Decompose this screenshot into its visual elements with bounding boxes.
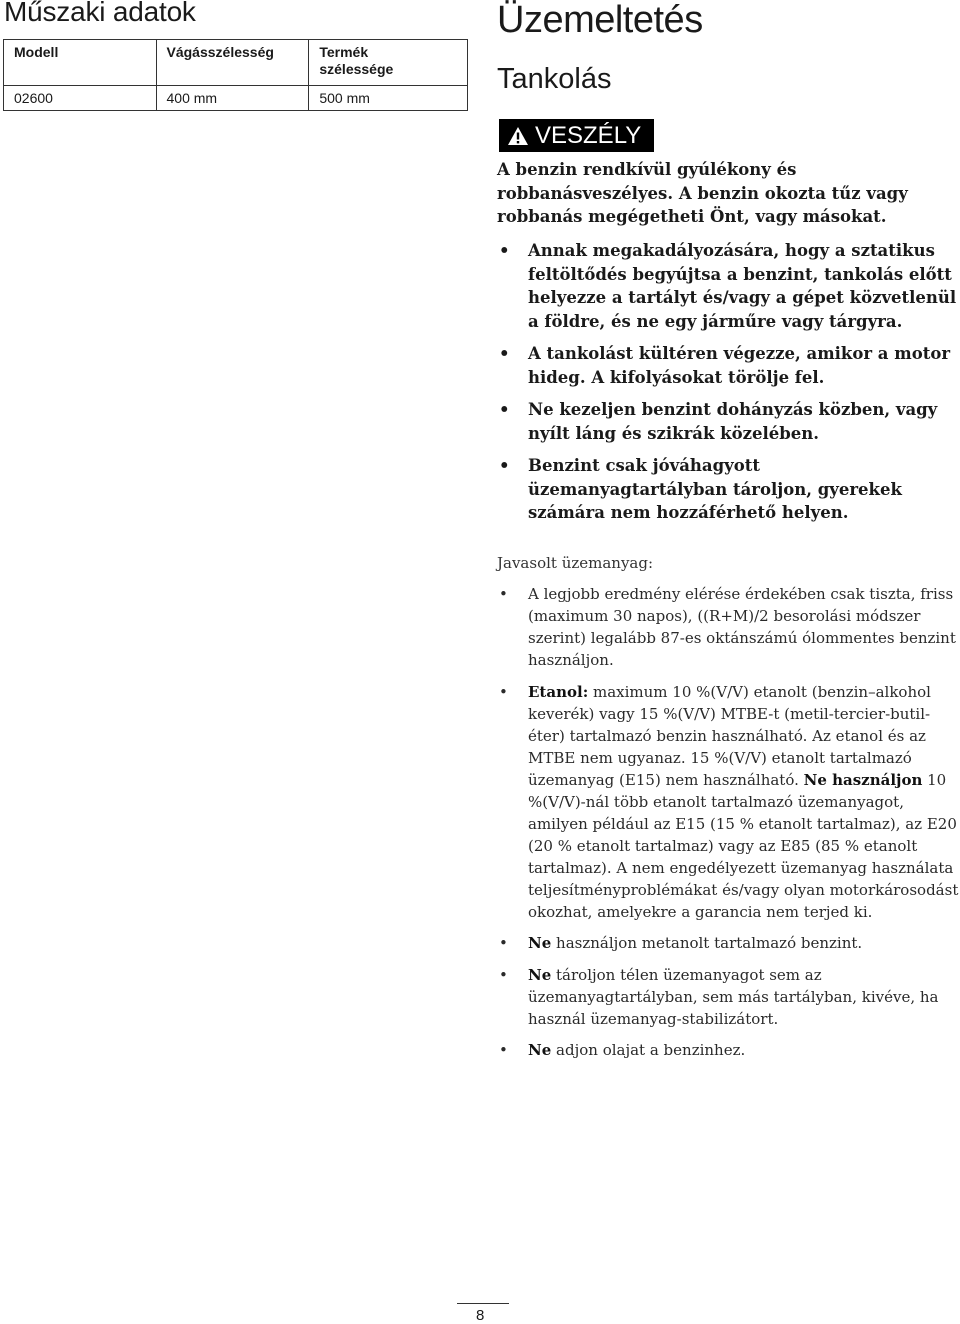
- list-item: [497, 342, 959, 389]
- list-item: [497, 239, 959, 333]
- list-item: [497, 964, 959, 1030]
- list-item-text: A tankolást kültéren végezze, amikor a motor hideg. A kifolyásokat törölje fel.: [528, 344, 951, 387]
- list-item-text: 10 %(V/V)-nál több etanolt tartalmazó üzemanyagot, amilyen például az E15 (15 % etanolt tartalmaz), az E20 (20 % etanolt tartalmaz) vagy az E85 (85 % etanolt tartalmaz). A nem engedélyezett üzemanyag használata teljesítményproblémákat és/vagy olyan motorkárosodást okozhat, amelyekre a garancia nem terjed ki.: [528, 770, 959, 921]
- bold-term: Ne használjon: [803, 770, 923, 789]
- list-item: [497, 932, 959, 954]
- bold-term: Ne: [528, 1041, 552, 1059]
- bullet-icon: •: [499, 682, 508, 701]
- table-row: [4, 86, 468, 111]
- bullet-icon: •: [499, 456, 510, 475]
- bold-term: Ne: [528, 934, 552, 952]
- table-cell: 500 mm: [309, 86, 468, 111]
- subsection-title: Tankolás: [497, 63, 612, 95]
- bold-term: Ne: [528, 965, 552, 984]
- list-item-text: tároljon télen üzemanyagot sem az üzemanyagtartályban, sem más tartályban, kivéve, ha használ üzemanyag-stabilizátort.: [528, 965, 939, 1028]
- bullet-icon: •: [499, 241, 510, 260]
- bullet-icon: •: [499, 965, 508, 984]
- list-item: [497, 583, 959, 671]
- list-item-text: maximum 10 %(V/V) etanolt (benzin–alkohol keverék) vagy 15 %(V/V) MTBE-t (metil-tercier-butil-éter) tartalmazó benzin használható. Az etanol és az MTBE nem ugyanaz. 15 %(V/V) etanolt tartalmazó üzemanyag (E15) nem használható.: [528, 682, 931, 789]
- specs-table: [3, 39, 468, 111]
- specs-title: Műszaki adatok: [4, 0, 196, 27]
- list-item-text: használjon metanolt tartalmazó benzint.: [551, 934, 863, 952]
- bullet-icon: •: [499, 934, 508, 952]
- list-item-text: A legjobb eredmény elérése érdekében csak tiszta, friss (maximum 30 napos), ((R+M)/2 besorolási módszer szerint) legalább 87-es oktánszámú ólommentes benzint használjon.: [528, 585, 956, 669]
- list-item: [497, 1039, 959, 1061]
- section-title: Üzemeltetés: [497, 0, 703, 41]
- fuel-list: [497, 583, 959, 1071]
- header-line-2: szélessége: [319, 61, 394, 77]
- list-item-text: Benzint csak jóváhagyott üzemanyagtartályban tároljon, gyerekek számára nem hozzáférhető helyen.: [528, 456, 902, 522]
- list-item: [497, 681, 959, 923]
- danger-list: [497, 239, 959, 534]
- table-cell: 400 mm: [156, 86, 309, 111]
- bullet-icon: •: [499, 585, 508, 603]
- danger-banner: [499, 119, 654, 152]
- list-item-text: Ne kezeljen benzint dohányzás közben, vagy nyílt láng és szikrák közelében.: [528, 400, 938, 443]
- list-item-text: Annak megakadályozására, hogy a sztatikus feltöltődés begyújtsa a benzint, tankolás előtt helyezze a tartályt és/vagy a gépet közvetlenül a földre, és ne egy járműre vagy tárgyra.: [528, 241, 957, 331]
- danger-label: VESZÉLY: [535, 121, 642, 149]
- column-header: [309, 40, 468, 86]
- list-item: [497, 398, 959, 445]
- bullet-icon: •: [499, 344, 510, 363]
- danger-intro: A benzin rendkívül gyúlékony és robbanásveszélyes. A benzin okozta tűz vagy robbanás megégetheti Önt, vagy másokat.: [497, 160, 908, 226]
- footer-divider: [457, 1303, 509, 1304]
- bullet-icon: •: [499, 1041, 508, 1059]
- warning-triangle-icon: [507, 126, 529, 146]
- list-item-text: adjon olajat a benzinhez.: [551, 1041, 746, 1059]
- bold-term: Etanol:: [528, 682, 589, 701]
- list-item: [497, 454, 959, 525]
- bullet-icon: •: [499, 400, 510, 419]
- table-header-row: [4, 40, 468, 86]
- table-cell: 02600: [4, 86, 157, 111]
- page-number: 8: [476, 1307, 485, 1324]
- header-line-1: Termék: [319, 44, 369, 60]
- fuel-intro: Javasolt üzemanyag:: [497, 554, 654, 572]
- column-header: Vágásszélesség: [156, 40, 309, 86]
- column-header: Modell: [4, 40, 157, 86]
